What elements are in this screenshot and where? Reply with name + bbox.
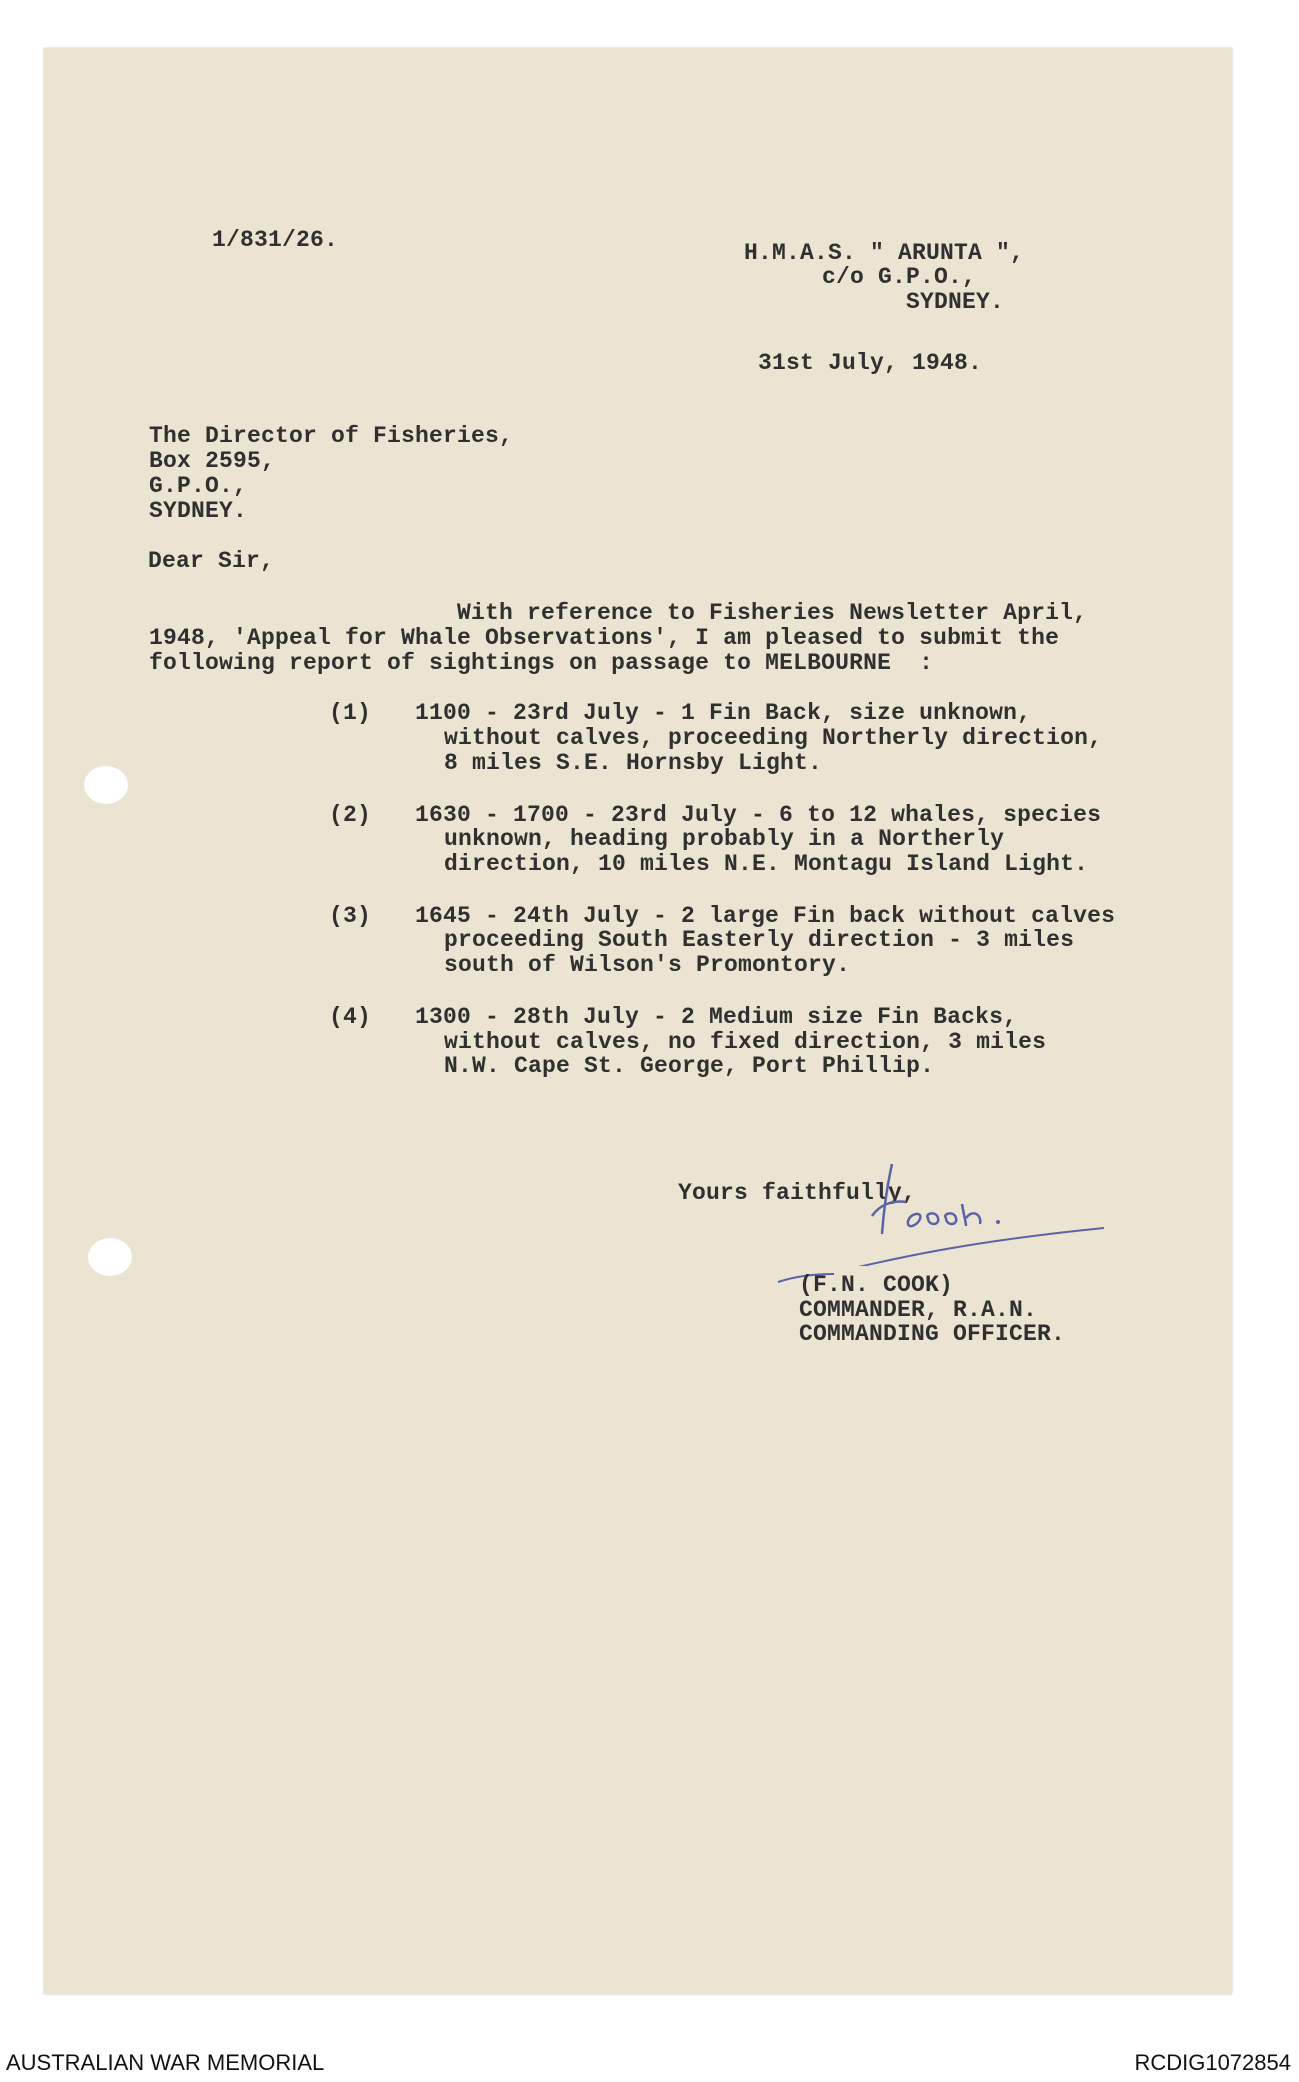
- sighting-line: N.W. Cape St. George, Port Phillip.: [444, 1053, 935, 1079]
- closing: Yours faithfully,: [678, 1180, 917, 1206]
- signatory-title: COMMANDING OFFICER.: [799, 1321, 1066, 1347]
- sighting-line: 1645 - 24th July - 2 large Fin back without calves: [415, 903, 1116, 929]
- reference-number: 1/831/26.: [212, 227, 339, 253]
- sighting-line: unknown, heading probably in a Northerly: [444, 826, 1005, 852]
- recipient-line-4: SYDNEY.: [149, 498, 248, 524]
- sighting-number: (4): [329, 1004, 372, 1030]
- signatory-rank: COMMANDER, R.A.N.: [799, 1297, 1038, 1323]
- sighting-line: 1300 - 28th July - 2 Medium size Fin Backs,: [415, 1004, 1018, 1030]
- sighting-line: 8 miles S.E. Hornsby Light.: [444, 750, 823, 776]
- intro-line: 1948, 'Appeal for Whale Observations', I am pleased to submit the: [149, 625, 1060, 651]
- footer-item-id: RCDIG1072854: [1134, 2050, 1291, 2075]
- sighting-line: without calves, no fixed direction, 3 miles: [444, 1029, 1047, 1055]
- sighting-line: south of Wilson's Promontory.: [444, 952, 851, 978]
- sighting-number: (1): [329, 700, 372, 726]
- sighting-line: 1630 - 1700 - 23rd July - 6 to 12 whales, species: [415, 802, 1102, 828]
- sender-line-3: SYDNEY.: [906, 289, 1005, 315]
- letter-date: 31st July, 1948.: [758, 350, 983, 376]
- punch-hole-upper: [84, 766, 128, 804]
- recipient-line-3: G.P.O.,: [149, 473, 248, 499]
- sender-line-2: c/o G.P.O.,: [822, 264, 977, 290]
- sighting-line: 1100 - 23rd July - 1 Fin Back, size unknown,: [415, 700, 1032, 726]
- salutation: Dear Sir,: [148, 548, 275, 574]
- letter-page: [44, 48, 1232, 1994]
- intro-line: With reference to Fisheries Newsletter April,: [457, 600, 1088, 626]
- footer-archive-name: AUSTRALIAN WAR MEMORIAL: [6, 2050, 325, 2075]
- sighting-line: proceeding South Easterly direction - 3 miles: [444, 927, 1075, 953]
- sighting-line: direction, 10 miles N.E. Montagu Island Light.: [444, 851, 1089, 877]
- sender-line-1: H.M.A.S. " ARUNTA ",: [744, 240, 1025, 266]
- sighting-number: (2): [329, 802, 372, 828]
- intro-line: following report of sightings on passage to MELBOURNE :: [149, 650, 934, 676]
- recipient-line-1: The Director of Fisheries,: [149, 423, 514, 449]
- signatory-name: (F.N. COOK): [799, 1272, 954, 1298]
- handwritten-signature: [784, 1156, 1114, 1266]
- sighting-number: (3): [329, 903, 372, 929]
- recipient-line-2: Box 2595,: [149, 448, 276, 474]
- sighting-line: without calves, proceeding Northerly direction,: [444, 725, 1103, 751]
- punch-hole-lower: [88, 1238, 132, 1276]
